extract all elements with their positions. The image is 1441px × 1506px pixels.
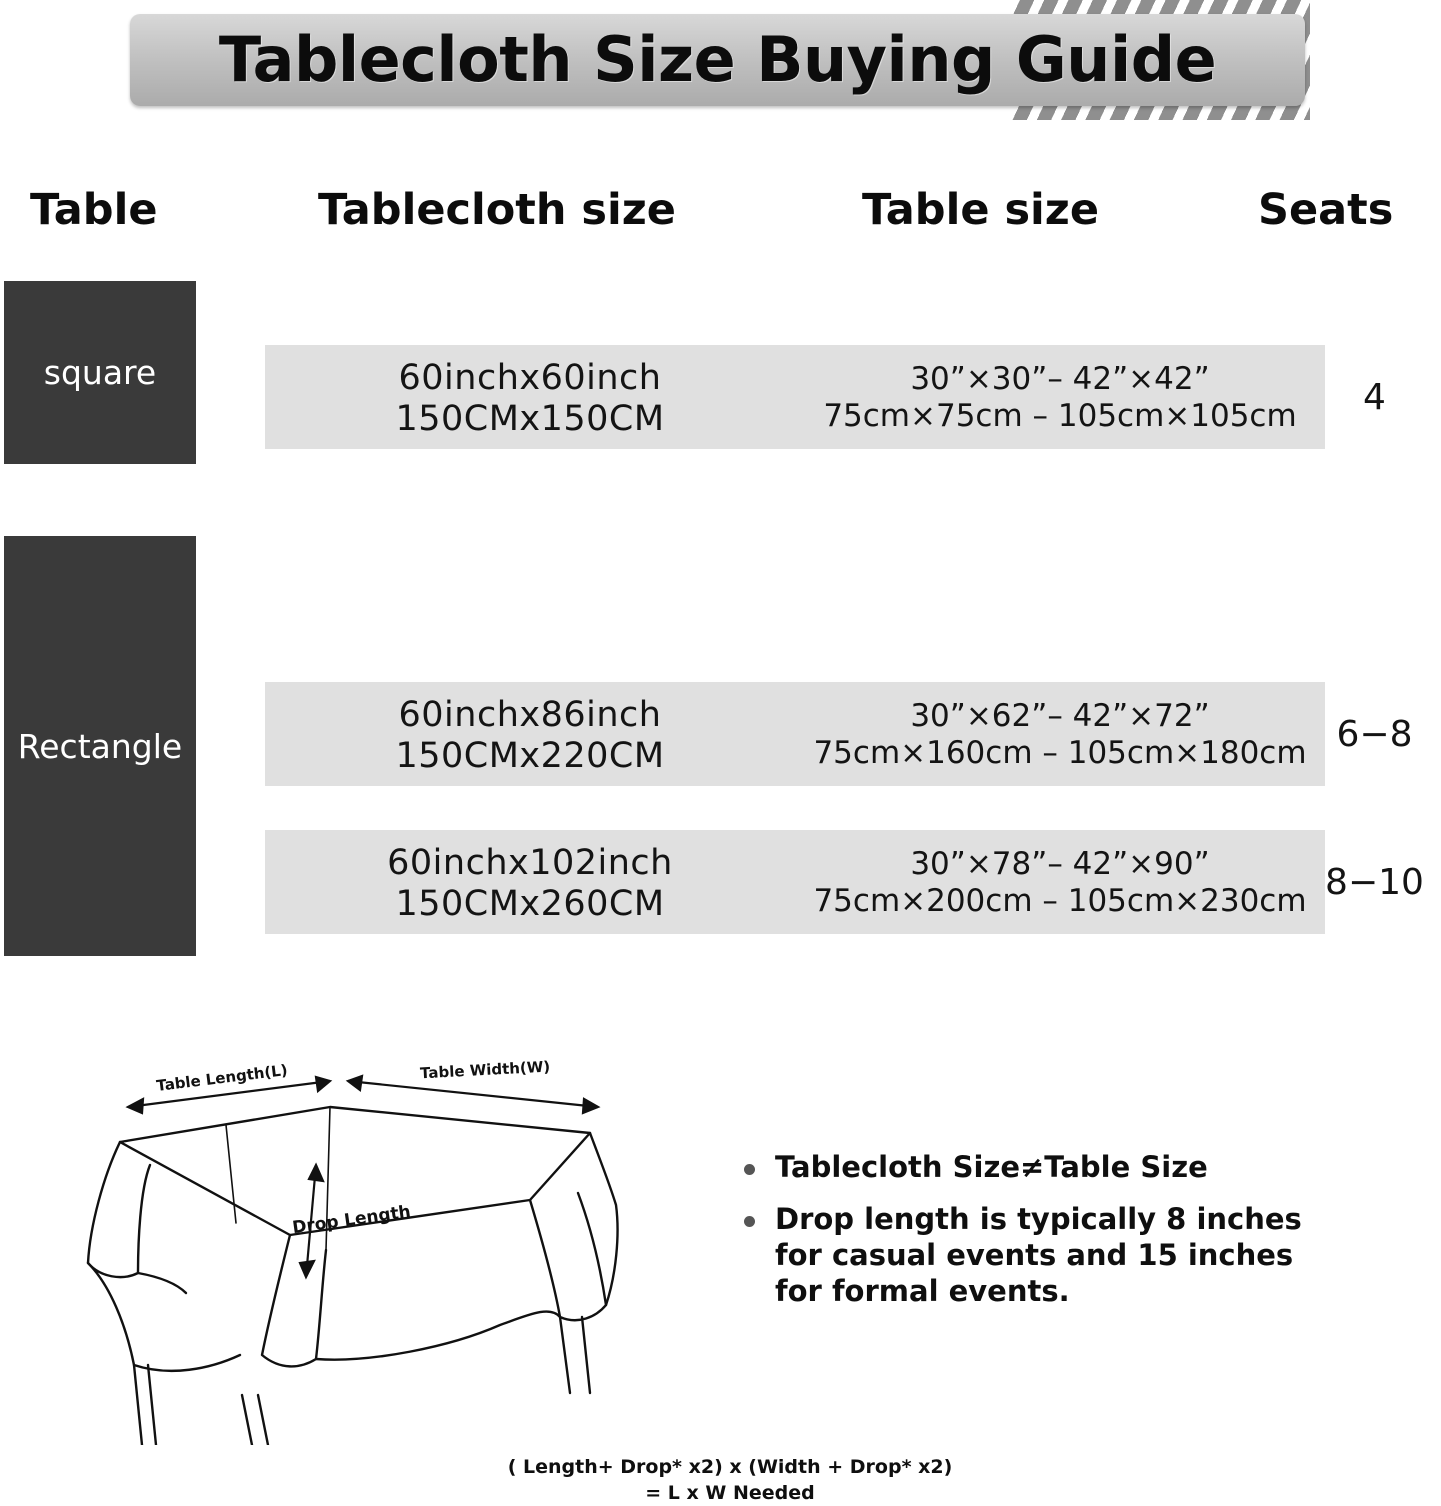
cell-seats: 4: [1325, 345, 1424, 449]
table-size-inch: 30”×62”– 42”×72”: [910, 698, 1210, 734]
shape-swatch-square: [4, 281, 196, 464]
table-diagram: [30, 1025, 720, 1445]
formula-text: [420, 1455, 1040, 1506]
shape-label-rectangle: Rectangle: [17, 726, 183, 766]
cloth-size-cm: 150CMx220CM: [395, 736, 665, 777]
cell-table-size: [795, 698, 1325, 771]
cell-seats: 6−8: [1325, 682, 1424, 786]
banner: [0, 0, 1441, 120]
table-row: [265, 830, 1424, 934]
note-text: Tablecloth Size≠Table Size: [775, 1150, 1208, 1184]
formula-line-1: ( Length+ Drop* x2) x (Width + Drop* x2): [507, 1456, 953, 1478]
list-item: [735, 1202, 1335, 1310]
cell-seats: 8−10: [1325, 830, 1424, 934]
table-size-inch: 30”×78”– 42”×90”: [910, 846, 1210, 882]
bullet-dot-icon: [744, 1164, 755, 1175]
table-size-cm: 75cm×200cm – 105cm×230cm: [813, 882, 1307, 919]
cell-tablecloth-size: [265, 695, 795, 778]
table-size-cm: 75cm×75cm – 105cm×105cm: [823, 397, 1297, 434]
column-header-table-size: Table size: [862, 185, 1099, 235]
column-header-tablecloth-size: Tablecloth size: [318, 185, 676, 235]
table-line-drawing: [30, 1025, 720, 1445]
cell-table-size: [795, 361, 1325, 434]
table-size-cm: 75cm×160cm – 105cm×180cm: [813, 734, 1307, 771]
cloth-size-inch: 60inchx60inch: [398, 358, 662, 398]
diagram-label-table-width: Table Width(W): [419, 1057, 551, 1083]
table-row: [265, 345, 1424, 449]
cell-tablecloth-size: [265, 358, 795, 441]
formula-line-2: = L x W Needed: [645, 1481, 815, 1504]
cell-table-size: [795, 846, 1325, 919]
notes-list: [735, 1150, 1335, 1326]
cloth-size-inch: 60inchx86inch: [398, 695, 662, 735]
cloth-size-cm: 150CMx260CM: [395, 884, 665, 925]
bullet-dot-icon: [744, 1216, 755, 1227]
cell-tablecloth-size: [265, 843, 795, 926]
cloth-size-inch: 60inchx102inch: [387, 843, 673, 883]
shape-label-square: square: [43, 353, 157, 392]
list-item: [735, 1150, 1335, 1186]
table-size-inch: 30”×30”– 42”×42”: [910, 361, 1210, 397]
column-header-table: Table: [30, 185, 158, 235]
cloth-size-cm: 150CMx150CM: [395, 399, 665, 440]
page-title: Tablecloth Size Buying Guide: [218, 23, 1217, 96]
diagram-label-drop-length: Drop Length: [291, 1201, 412, 1239]
column-header-seats: Seats: [1258, 185, 1394, 235]
table-row: [265, 682, 1424, 786]
diagram-label-table-length: Table Length(L): [155, 1061, 289, 1095]
note-text: Drop length is typically 8 inches for casual events and 15 inches for formal events.: [775, 1201, 1302, 1308]
banner-plate: [130, 14, 1305, 106]
shape-swatch-rectangle: [4, 536, 196, 956]
